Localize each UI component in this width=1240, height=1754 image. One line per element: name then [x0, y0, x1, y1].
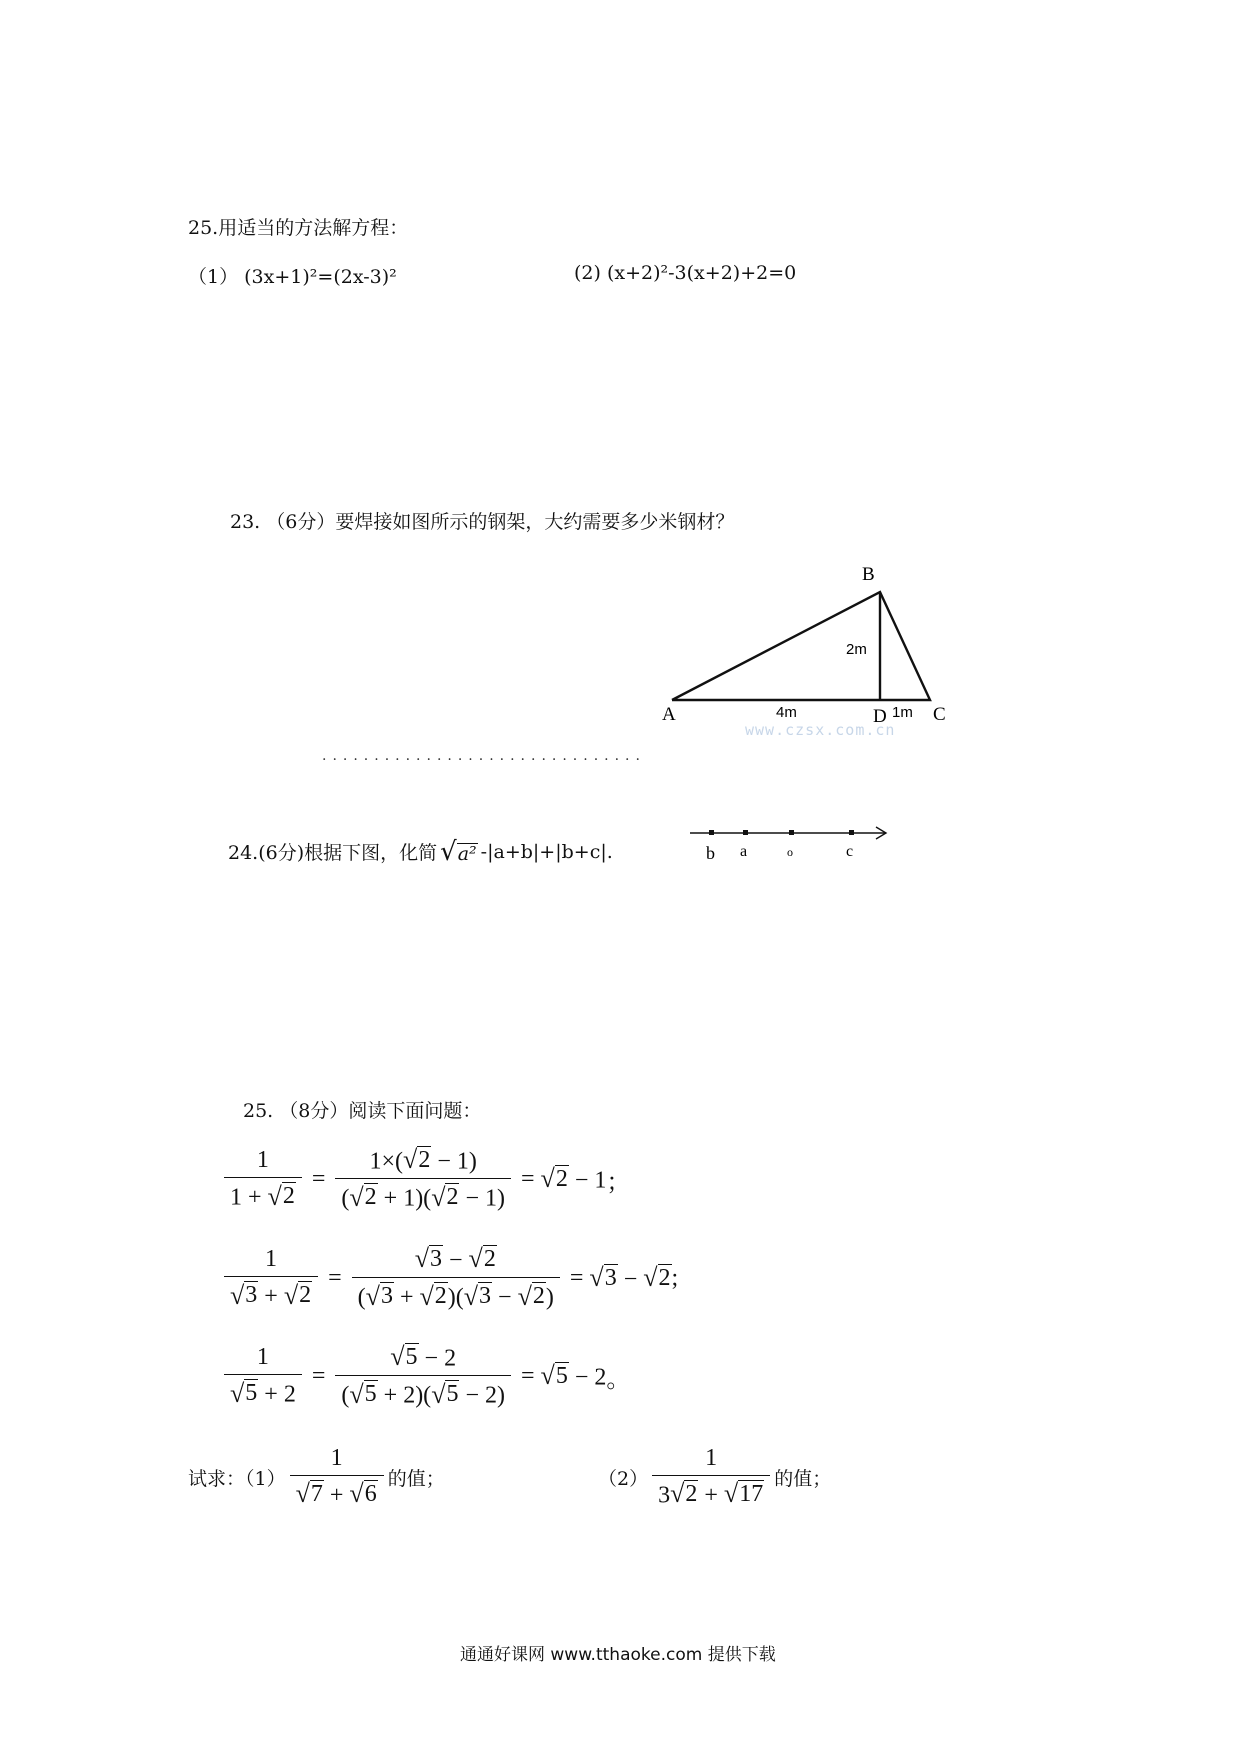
dotted-separator: ...............................: [322, 748, 646, 764]
q24-suffix: -|a+b|+|b+c|.: [480, 840, 613, 863]
point-c: [849, 830, 854, 835]
footer-text: 通通好课网 www.tthaoke.com 提供下载: [460, 1645, 776, 1665]
radicand: a²: [457, 842, 477, 865]
q25a-part2-label: (2): [574, 262, 601, 284]
numberline-label-o: o: [787, 845, 793, 859]
point-a: [743, 830, 748, 835]
triangle-abc: [672, 592, 930, 700]
fraction: 1 √ 5 + 2: [224, 1344, 302, 1408]
sqrt-a-squared: [440, 836, 478, 867]
point-b: [709, 830, 714, 835]
line-end: 。: [606, 1366, 631, 1393]
length-bd: 2m: [846, 641, 867, 658]
numberline-label-a: a: [740, 843, 748, 860]
fraction: √ 5 − 2 ( √ 5 + 2)( √ 5 − 2): [335, 1343, 511, 1410]
numberline-label-c: c: [846, 843, 854, 860]
q25a-part2: [574, 262, 796, 284]
q24-text: [228, 838, 613, 865]
ask-label-1: 试求：（1）: [188, 1467, 286, 1490]
line-end: ；: [606, 1169, 631, 1196]
label-b: B: [862, 564, 875, 585]
fraction: √ 3 − √ 2 ( √ 3 + √ 2 )( √ 3 − √ 2 ): [352, 1245, 560, 1312]
identity-line-2: 1 √ 3 + √ 2 = √ 3 − √ 2 ( √ 3 + √ 2 )( √ 3 − √ 2 ) = √ 3 − √ 2 ;: [220, 1245, 678, 1312]
q25a-part2-equation: (x+2)²-3(x+2)+2=0: [606, 262, 797, 284]
length-dc: 1m: [892, 704, 913, 721]
label-c: C: [933, 704, 946, 725]
q24-prefix: 24.(6分)根据下图，化简: [228, 842, 438, 864]
q25a-title: 25.用适当的方法解方程：: [188, 217, 409, 239]
fraction: 1 √ 7 + √ 6: [290, 1445, 384, 1509]
numberline-label-b: b: [706, 843, 715, 863]
point-o: [789, 830, 794, 835]
q23-title: 23. （6分）要焊接如图所示的钢架，大约需要多少米钢材？: [230, 511, 735, 533]
ask-label-2: （2）: [598, 1467, 649, 1490]
identity-line-1: 1 1 + √ 2 = 1×( √ 2 − 1) ( √ 2 + 1)( √ 2 − 1) = √ 2 − 1 ；: [220, 1146, 630, 1213]
length-ad: 4m: [776, 704, 797, 721]
q25a-part1-label: （1）: [188, 266, 239, 288]
fraction: 1×( √ 2 − 1) ( √ 2 + 1)( √ 2 − 1): [335, 1146, 511, 1213]
label-d: D: [873, 706, 887, 727]
number-line: [688, 823, 898, 873]
ask-value-2: 的值；: [774, 1467, 832, 1490]
watermark: www.czsx.com.cn: [745, 721, 896, 739]
fraction: 1 1 + √ 2: [224, 1147, 302, 1211]
line-end: ;: [671, 1264, 679, 1291]
ask-part-1: [188, 1445, 445, 1509]
ask-value-1: 的值；: [387, 1467, 445, 1490]
q25a-part1-equation: (3x+1)²=(2x-3)²: [244, 266, 397, 288]
identity-line-3: 1 √ 5 + 2 = √ 5 − 2 ( √ 5 + 2)( √ 5 − 2) = √ 5 − 2 。: [220, 1343, 630, 1410]
q25a-part1: [188, 262, 397, 289]
label-a: A: [662, 704, 676, 725]
q25b-title: 25. （8分）阅读下面问题：: [243, 1100, 482, 1122]
fraction: 1 √ 3 + √ 2: [224, 1246, 318, 1310]
ask-part-2: [598, 1445, 831, 1509]
steel-frame-diagram: [640, 555, 960, 745]
fraction: 1 3 √ 2 + √ 17: [652, 1445, 770, 1509]
radical-sign: √: [440, 836, 457, 867]
